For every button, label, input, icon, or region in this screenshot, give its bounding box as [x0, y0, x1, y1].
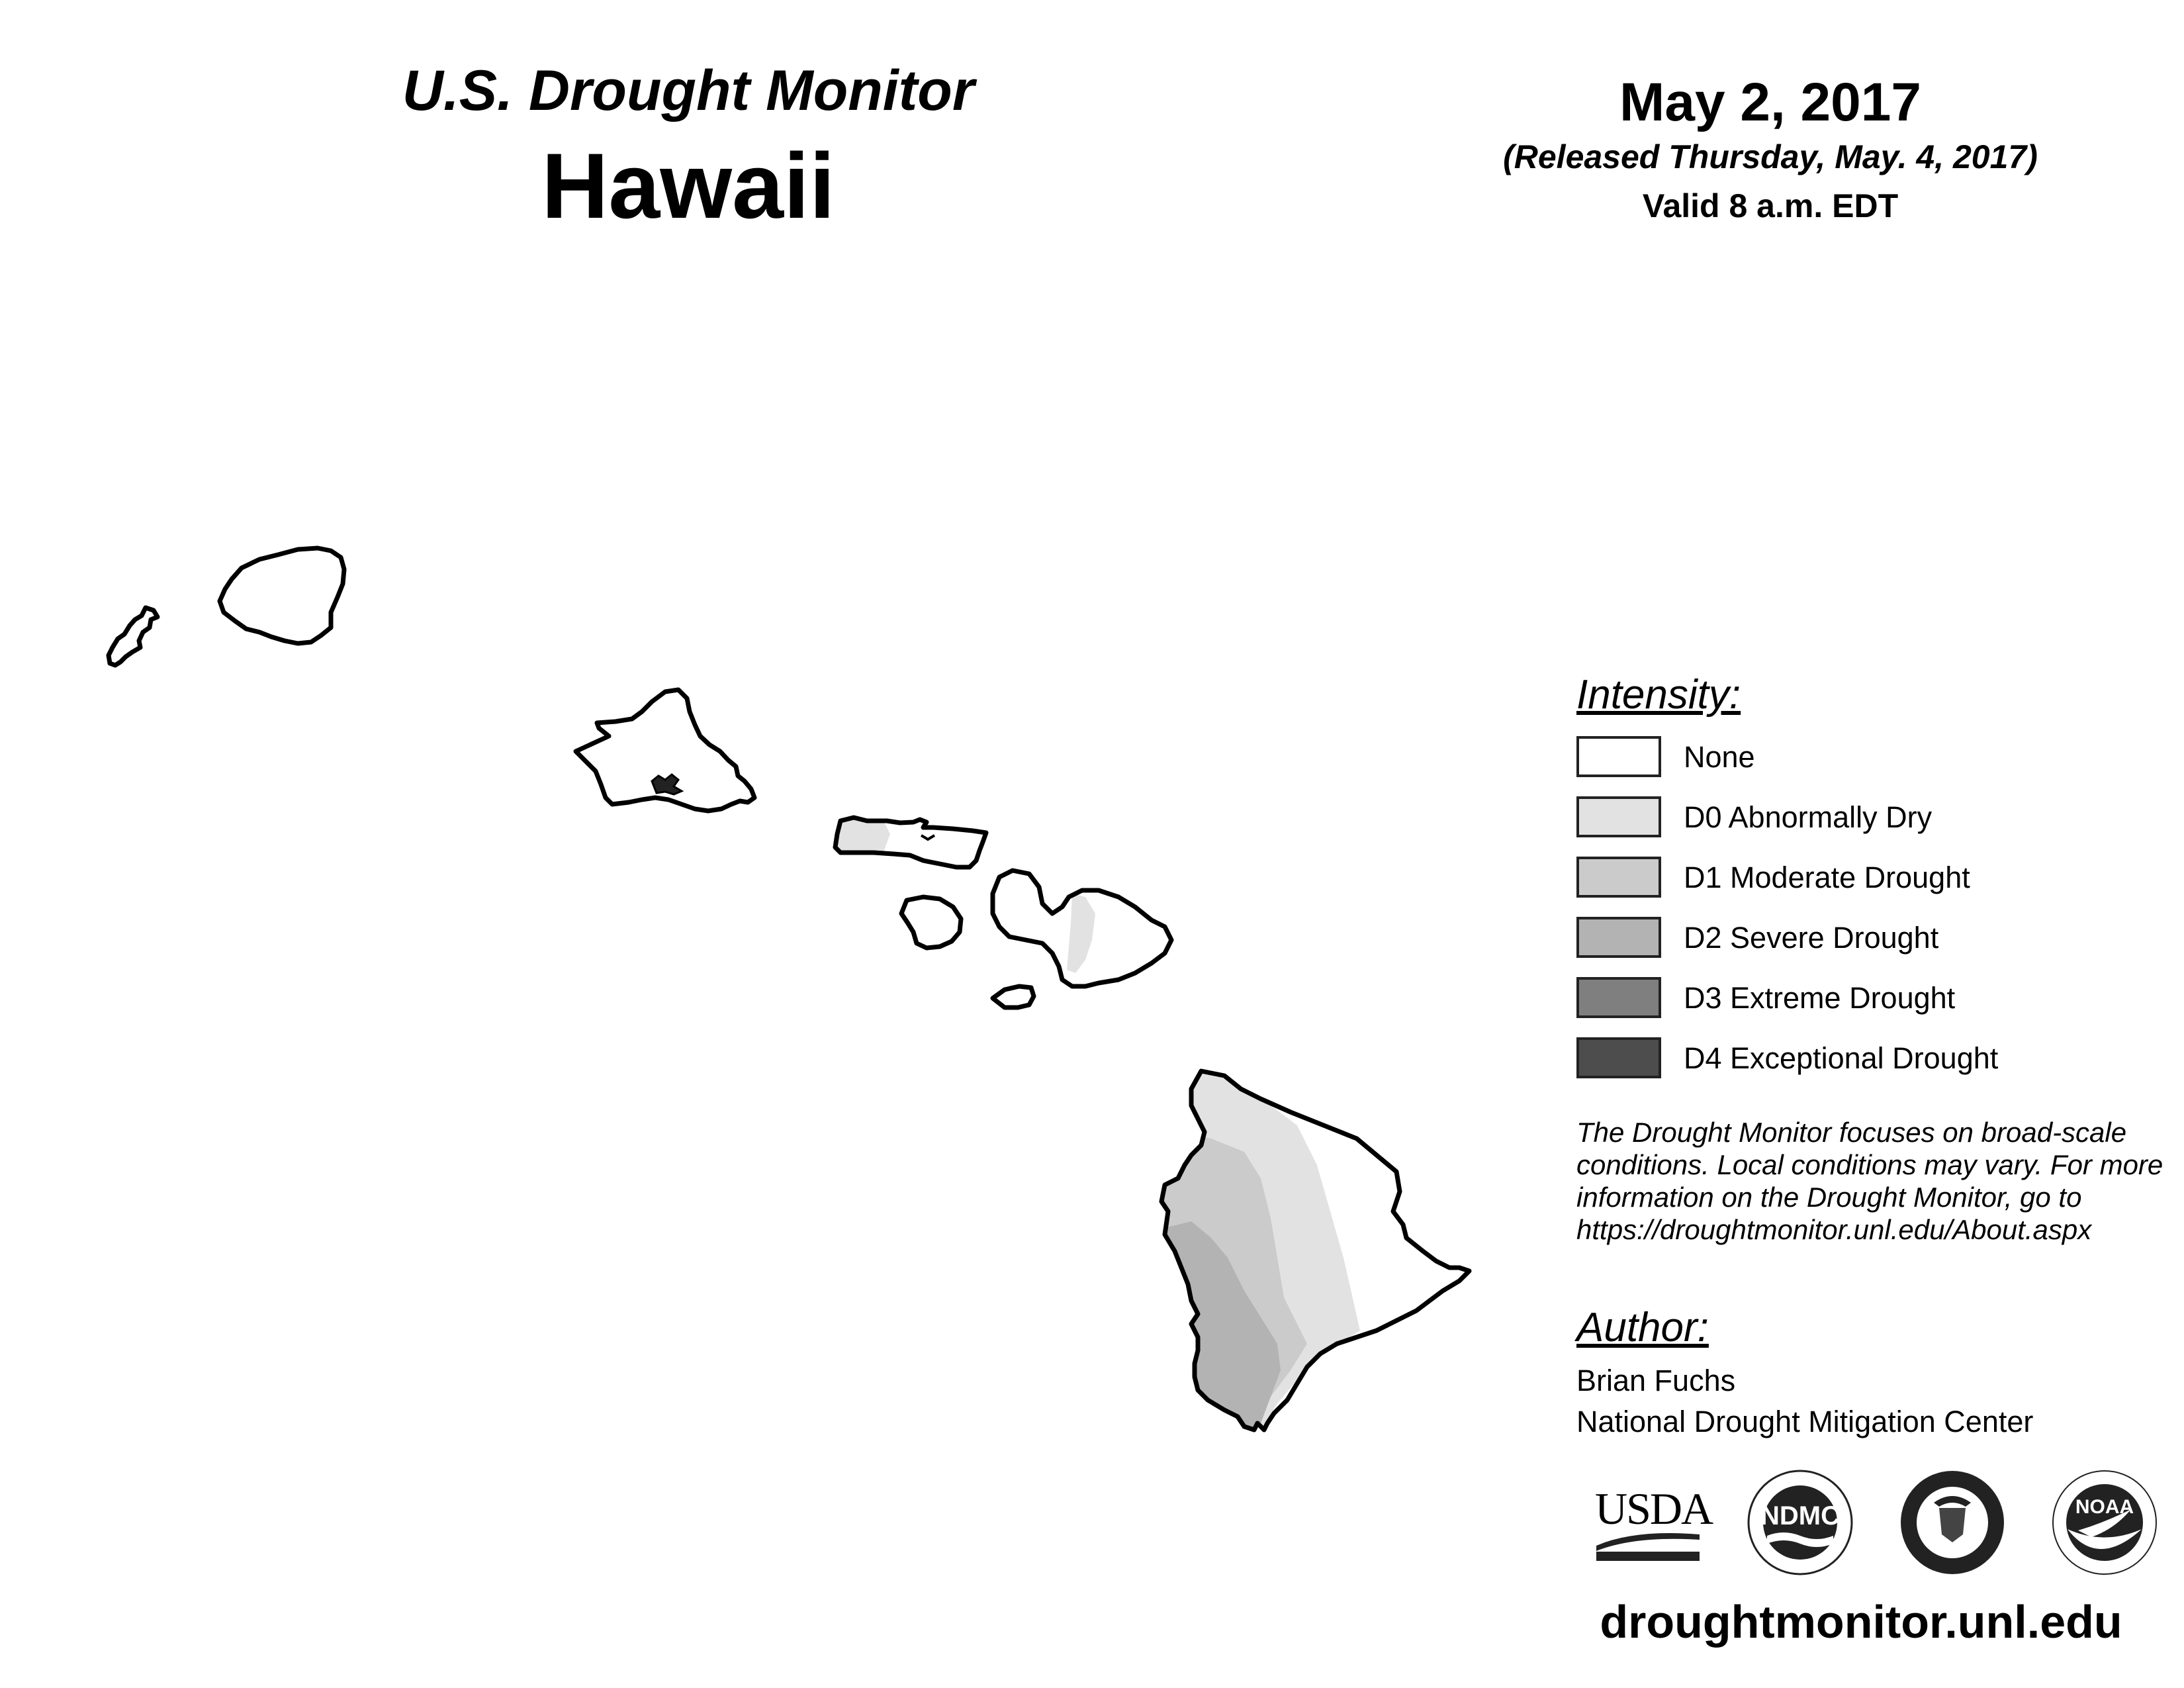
legend-label: D2 Severe Drought [1684, 921, 1939, 955]
usda-logo-text: USDA [1595, 1483, 1713, 1534]
disclaimer-line-1: The Drought Monitor focuses on broad-scale [1576, 1117, 2127, 1148]
noaa-logo-text: NOAA [2075, 1496, 2134, 1518]
author-title: Author: [1576, 1305, 1709, 1350]
commerce-seal-icon [1899, 1470, 2005, 1575]
island-lanai [901, 897, 961, 948]
author-organization: National Drought Mitigation Center [1576, 1405, 2034, 1438]
website-link[interactable]: droughtmonitor.unl.edu [1600, 1596, 2122, 1648]
ndmc-logo [1747, 1470, 1853, 1575]
disclaimer-text [1576, 1116, 2172, 1246]
disclaimer-line-4[interactable]: https://droughtmonitor.unl.edu/About.aspx [1576, 1214, 2092, 1245]
legend-swatch [1576, 736, 1661, 777]
island-kauai [220, 548, 344, 643]
valid-time: Valid 8 a.m. EDT [1642, 187, 1899, 224]
legend-title: Intensity: [1576, 672, 1741, 718]
noaa-logo [2052, 1470, 2158, 1575]
map-title: U.S. Drought Monitor [402, 59, 975, 122]
commerce-logo [1899, 1470, 2005, 1575]
release-date: (Released Thursday, May. 4, 2017) [1503, 138, 2038, 175]
legend-label: D4 Exceptional Drought [1684, 1041, 1999, 1075]
map-date: May 2, 2017 [1619, 72, 1921, 132]
legend-swatch [1576, 1037, 1661, 1078]
legend-label: D1 Moderate Drought [1684, 861, 1970, 894]
legend-swatch [1576, 857, 1661, 898]
disclaimer-line-2: conditions. Local conditions may vary. For more [1576, 1149, 2163, 1180]
legend-swatch [1576, 796, 1661, 837]
legend-label: D0 Abnormally Dry [1684, 800, 1933, 834]
usda-logo [1595, 1483, 1713, 1562]
author-name: Brian Fuchs [1576, 1364, 1736, 1397]
disclaimer-line-3: information on the Drought Monitor, go to [1576, 1182, 2082, 1213]
island-kahoolawe [993, 986, 1034, 1008]
legend-swatch [1576, 917, 1661, 958]
legend-label: None [1684, 740, 1755, 774]
ndmc-logo-text: NDMC [1760, 1501, 1840, 1530]
legend-label: D3 Extreme Drought [1684, 981, 1956, 1015]
usda-swoosh-icon [1595, 1483, 1713, 1562]
noaa-seal-icon [2052, 1470, 2158, 1575]
island-niihau [109, 608, 158, 665]
state-name: Hawaii [541, 134, 835, 238]
legend-swatch [1576, 977, 1661, 1018]
